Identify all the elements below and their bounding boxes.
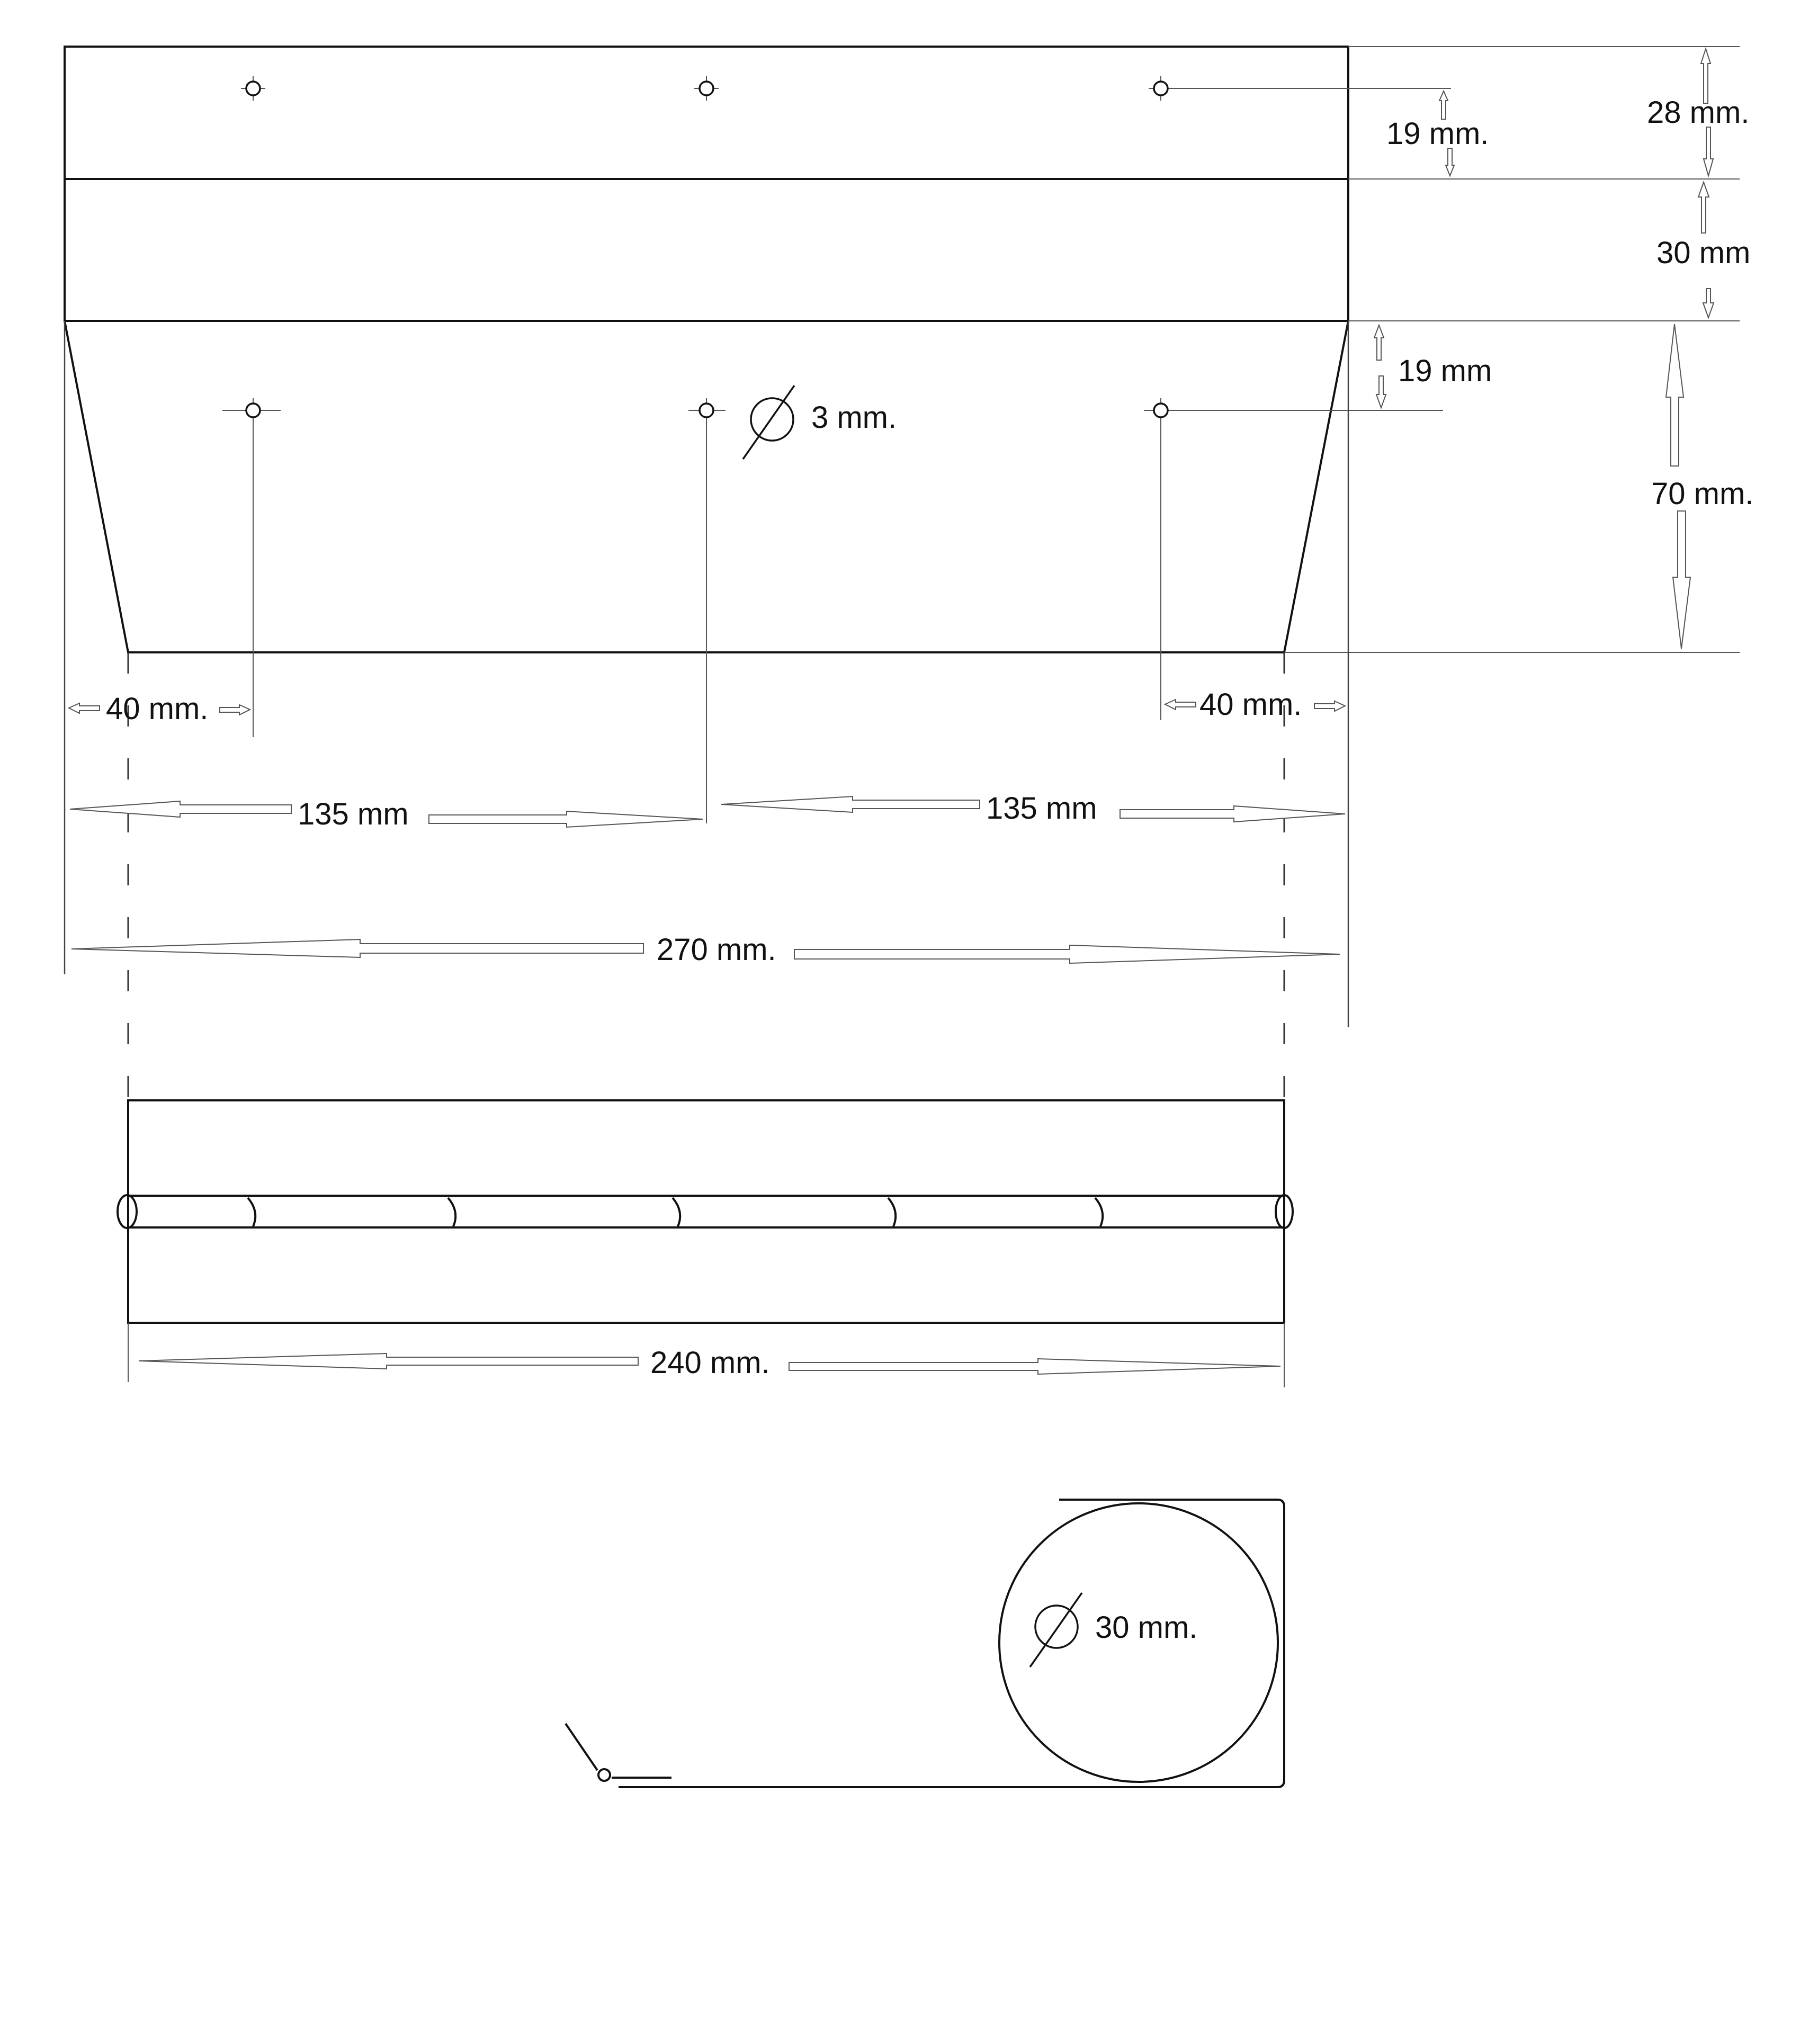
hinge-knuckle-joints [248,1198,1103,1226]
hinge-view [118,1100,1293,1387]
side-view [566,1500,1284,1787]
edge-offset-right-label: 40 mm. [1199,687,1302,722]
bottom-extension-lines [65,321,1348,1112]
middle-band [65,179,1348,321]
diameter-symbol-icon [1030,1593,1082,1667]
top-hole-offset-label: 19 mm. [1386,116,1489,151]
pin-diameter-label: 30 mm. [1095,1610,1198,1645]
half-width-right-label: 135 mm [986,791,1097,826]
lower-plate-height-label: 70 mm. [1651,477,1754,511]
hole-lower-center [688,398,726,423]
hole-top-right [1149,76,1173,101]
lower-hole-offset-label: 19 mm [1398,354,1492,388]
hinge-outline [128,1100,1284,1323]
hole-top-left [241,76,265,101]
hinge-leaf-end [566,1724,671,1781]
mounting-holes [222,76,1181,423]
hole-top-center [694,76,719,101]
dim-lower-hole-offset [1374,325,1386,408]
total-width-label: 270 mm. [657,933,776,967]
front-view [65,47,1753,1112]
half-width-left-label: 135 mm [298,797,409,831]
hole-diameter-label: 3 mm. [811,400,897,435]
hole-lower-left [222,398,281,423]
hinge-length-label: 240 mm. [650,1346,770,1380]
hole-lower-right [1144,398,1181,423]
middle-band-height-label: 30 mm [1656,236,1751,270]
diameter-symbol-icon [743,386,794,459]
top-plate-height-label: 28 mm. [1647,95,1750,130]
top-plate [65,47,1348,179]
edge-offset-left-label: 40 mm. [106,692,209,726]
hinge-pin [127,1196,1284,1227]
